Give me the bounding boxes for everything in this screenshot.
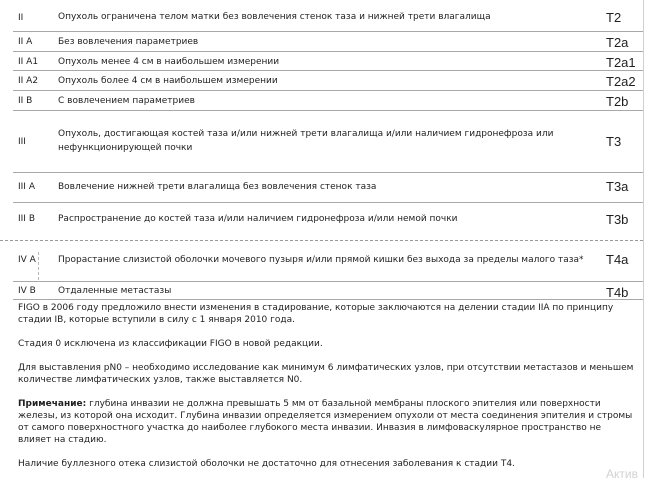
table-row xyxy=(0,111,643,173)
table-row xyxy=(0,173,643,203)
stage-cell: IV B xyxy=(18,286,36,296)
table-row xyxy=(0,0,643,32)
tnm-cell: T4b xyxy=(606,285,629,300)
stage-cell: III xyxy=(18,137,26,147)
description-cell: Распространение до костей таза и/или наличием гидронефроза и/или немой почки xyxy=(58,214,458,224)
table-row xyxy=(0,91,643,111)
note-figo-change: FIGO в 2006 году предложило внести изменения в стадирование, которые заключаются на делении стадии IIA по принципу стадии IB, которые вступили в силу с 1 января 2010 года. xyxy=(18,303,614,325)
description-cell: Опухоль менее 4 см в наибольшем измерении xyxy=(58,57,280,67)
tnm-cell: T2b xyxy=(606,94,629,109)
note-edema: Наличие буллезного отека слизистой оболочки не достаточно для отнесения заболевания к стадии T4. xyxy=(18,459,515,469)
tnm-cell: T2 xyxy=(606,10,622,25)
tnm-cell: T4a xyxy=(606,252,629,267)
stage-cell: II A2 xyxy=(18,76,39,86)
remark-label: Примечание: xyxy=(18,399,87,409)
stage-cell: IV A xyxy=(18,255,36,265)
tnm-cell: T2a1 xyxy=(606,55,636,70)
stage-cell: II xyxy=(18,13,24,23)
description-cell: С вовлечением параметриев xyxy=(58,96,195,106)
remark-text: глубина инвазии не должна превышать 5 мм от базальной мембраны плоского эпителия или поверхности железы, из которой она исходит. Глубина инвазии определяется измерением опухоли от места соединения эпителия и стромы от самого поверхностного участка до наиболее глубокого места инвазии. Инвазия в лимфоваскулярное пространство не влияет на стадию. xyxy=(18,399,633,445)
note-remark xyxy=(18,398,634,446)
table-row xyxy=(0,52,643,71)
note-stage0: Стадия 0 исключена из классификации FIGO в новой редакции. xyxy=(18,339,323,349)
tnm-cell: T2a xyxy=(606,35,629,50)
description-cell: Опухоль, достигающая костей таза и/или нижней трети влагалища и/или наличием гидронефроза или нефункционирующей почки xyxy=(58,129,554,153)
description-cell: Без вовлечения параметриев xyxy=(58,37,199,47)
table-row xyxy=(0,71,643,91)
description-cell: Вовлечение нижней трети влагалища без вовлечения стенок таза xyxy=(58,182,377,192)
description-cell: Опухоль ограничена телом матки без вовлечения стенок таза и нижней трети влагалища xyxy=(58,12,491,22)
description-cell: Отдаленные метастазы xyxy=(58,286,172,296)
stage-cell: II A xyxy=(18,37,33,47)
page-border-right xyxy=(643,0,644,478)
tnm-cell: T2a2 xyxy=(606,74,636,89)
tnm-cell: T3a xyxy=(606,179,629,194)
stage-cell: III A xyxy=(18,182,35,192)
tnm-cell: T3 xyxy=(606,134,622,149)
table-row xyxy=(0,203,643,240)
stage-cell: III B xyxy=(18,214,35,224)
stage-cell: II B xyxy=(18,96,33,106)
table-row xyxy=(0,32,643,52)
notes-section xyxy=(18,302,634,482)
tnm-cell: T3b xyxy=(606,212,629,227)
table-row xyxy=(0,282,643,300)
activation-watermark: Актив xyxy=(606,467,638,481)
note-pn0: Для выставления pN0 – необходимо исследование как минимум 6 лимфатических узлов, при отсутствии метастазов и меньшем количестве лимфатических узлов, также выставляется N0. xyxy=(18,363,634,385)
description-cell: Прорастание слизистой оболочки мочевого пузыря и/или прямой кишки без выхода за пределы малого таза* xyxy=(58,255,584,265)
stage-cell: II A1 xyxy=(18,57,39,67)
table-row xyxy=(0,240,643,282)
description-cell: Опухоль более 4 см в наибольшем измерении xyxy=(58,76,278,86)
